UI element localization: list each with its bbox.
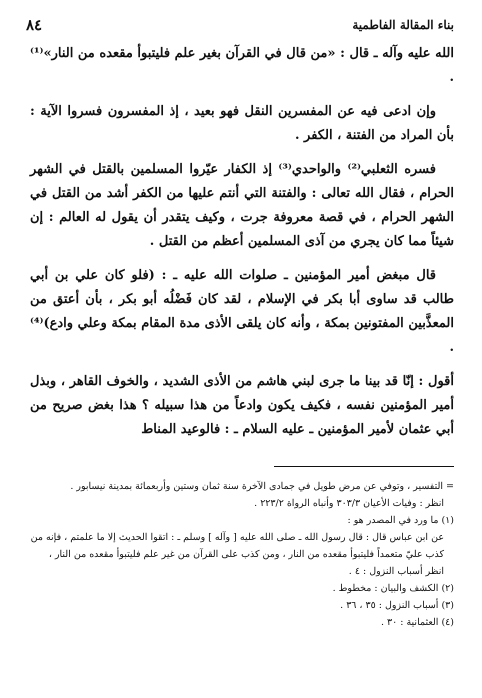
footnote-continued-ref: انظر : وفيات الأعيان ٣٠٣/٣ وأنباه الرواة ٢٢٣/٢ .	[254, 498, 444, 509]
footnote-divider	[274, 466, 454, 467]
running-head: بناء المقالة الفاطمية	[352, 18, 454, 32]
footnotes	[30, 478, 454, 631]
paragraph-3: فسره الثعلبي⁽²⁾ والواحدي⁽³⁾ إذ الكفار عيّروا المسلمين بالقتل في الشهر الحرام ، فقال الله تعالى : والفتنة التي أنتم عليها من الكفر أشد من القتل في الشهر الحرام ، في قصة معروفة جرت ، وكيف يتقدر أن يقول له العالم : إن شيئاً مما كان يجري من آذى المسلمين أعظم من القتل .	[30, 162, 454, 249]
footnote-1-quote: عن ابن عباس قال : قال رسول الله ـ صلى الله عليه [ وآله ] وسلم ـ : اتقوا الحديث إلا ما علمتم ، فإنه من كذب عليّ متعمداً فليتبوأ مقعده من النار ، ومن كذب على القرآن من غير علم فليتبوأ مقعده من النار ، انظر أسباب النزول : ٤ .	[30, 532, 444, 577]
footnote-continued: = التفسير ، وتوفي عن مرض طويل في جمادى الآخرة سنة ثمان وستين وأربعمائة بمدينة نيسابور .	[70, 481, 454, 492]
footnote-4: (٤) العثمانية : ٣٠ .	[380, 617, 454, 628]
paragraph-4: قال مبغض أمير المؤمنين ـ صلوات الله عليه ـ : (فلو كان علي بن أبي طالب قد ساوى أبا بكر في الإسلام ، لقد كان فَضْلُه أبو بكر ، بأن أعتق من المعذَّبين المفتونين بمكة ، وأنه كان يلقى الأذى مدة المقام بمكة وعلي وادع)⁽⁴⁾ .	[30, 268, 454, 355]
paragraph-1: الله عليه وآله ـ قال : «من قال في القرآن بغير علم فليتبوأ مقعده من النار»⁽¹⁾ .	[30, 46, 454, 85]
main-text	[30, 42, 454, 452]
paragraph-5: أقول : إنّا قد بينا ما جرى لبني هاشم من الأذى الشديد ، والخوف القاهر ، وبذل أمير المؤمنين نفسه ، فكيف يكون وادعاً من هذا سبيله ؟ هذا بغض صريح من أبي عثمان لأمير المؤمنين ـ عليه السلام ـ : فالوعيد المناط	[30, 374, 454, 437]
page-header	[26, 14, 454, 36]
footnote-2: (٢) الكشف والبيان : مخطوط .	[332, 583, 454, 594]
footnote-1: (١) ما ورد في المصدر هو :	[347, 515, 454, 526]
paragraph-2: وإن ادعى فيه عن المفسرين النقل فهو بعيد ، إذ المفسرون فسروا الآية : بأن المراد من الفتنة ، الكفر .	[30, 104, 454, 143]
page-number: ٨٤	[26, 16, 43, 34]
footnote-3: (٣) أسباب النزول : ٣٥ ، ٣٦ .	[340, 600, 454, 611]
